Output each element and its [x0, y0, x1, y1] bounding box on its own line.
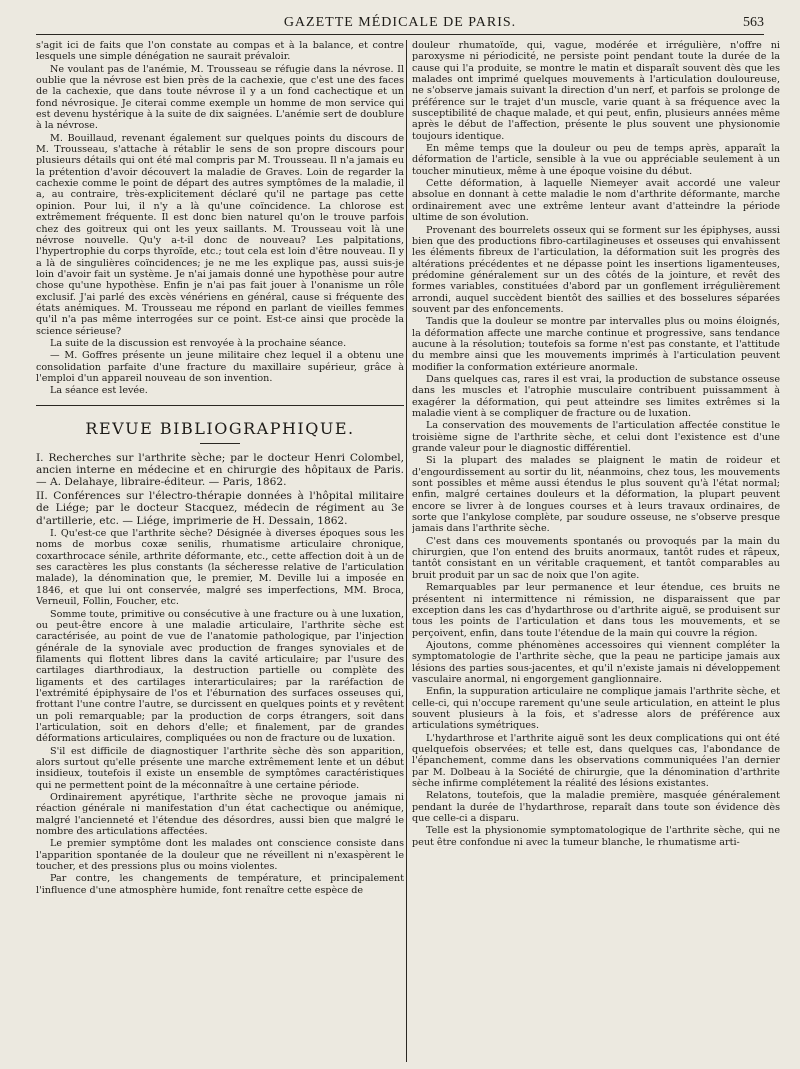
journal-title: GAZETTE MÉDICALE DE PARIS.	[283, 15, 517, 30]
title-underline	[200, 443, 240, 444]
paragraph: Enfin, la suppuration articulaire ne complique jamais l'arthrite sèche, et celle-ci, qui n'occupe rarement qu'une seule articulation, en atteint le plus souvent plusieurs à la fois, et s'adresse alors de préférence aux articulations symétriques.	[412, 686, 780, 732]
paragraph: Remarquables par leur permanence et leur étendue, ces bruits ne présentent ni intermittence ni rémission, ne disparaissent que par exception dans les cas d'hydarthrose ou d'arthrite aiguë, se produisent sur tous les points de l'articulation et dans tous les mouvements, et se perçoivent, enfin, dans toute l'étendue de la main qui couvre la région.	[412, 582, 780, 639]
paragraph: Le premier symptôme dont les malades ont conscience consiste dans l'apparition spontanée de la douleur que ne réveillent ni n'exaspèrent le toucher, et des pressions plus ou moins violentes.	[36, 838, 404, 873]
paragraph: Ordinairement apyrétique, l'arthrite sèche ne provoque jamais ni réaction générale ni manifestation d'un état cachectique ou anémique, malgré l'ancienneté et l'étendue des désordres, aussi bien que malgré le nombre des articulations affectées.	[36, 792, 404, 838]
paragraph: S'il est difficile de diagnostiquer l'arthrite sèche dès son apparition, alors surtout qu'elle présente une marche extrêmement lente et un début insidieux, toutefois il existe un ensemble de symptômes caractéristiques qui ne permettent point de la méconnaître à une certaine période.	[36, 745, 404, 791]
paragraph: C'est dans ces mouvements spontanés ou provoqués par la main du chirurgien, que l'on entend des bruits anormaux, tantôt rudes et râpeux, tantôt consistant en un véritable craquement, et tantôt comparables au bruit produit par un sac de noix que l'on agite.	[412, 535, 780, 581]
bibliography-entry: II. Conférences sur l'électro-thérapie données à l'hôpital militaire de Liége; par le docteur Stacquez, médecin de régiment au 3e d'artillerie, etc. — Liége, imprimerie de H. Dessain, 1862.	[36, 489, 404, 527]
paragraph: Ne voulant pas de l'anémie, M. Trousseau se réfugie dans la névrose. Il oublie que la névrose est bien près de la cachexie, que c'est une des faces de la cachexie, que dans toute névrose il y a un fond cachectique et un fond névrosique. Je citerai comme exemple un homme de mon service qui est devenu hystérique à la suite de dix saignées. L'anémie sert de doublure à la névrose.	[36, 63, 404, 132]
paragraph: La séance est levée.	[50, 385, 148, 397]
paragraph: En même temps que la douleur ou peu de temps après, apparaît la déformation de l'article, sensible à la vue ou appréciable seulement à un toucher minutieux, même à une époque voisine du début.	[412, 143, 780, 177]
paragraph: Telle est la physionomie symptomatologique de l'arthrite sèche, qui ne peut être confondue ni avec la tumeur blanche, le rhumatisme arti-	[412, 825, 780, 848]
bibliography-entry: I. Recherches sur l'arthrite sèche; par le docteur Henri Colombel, ancien interne en médecine et en chirurgie des hôpitaux de Paris. — A. Delahaye, libraire-éditeur. — Paris, 1862.	[36, 451, 404, 489]
paragraph: Dans quelques cas, rares il est vrai, la production de substance osseuse dans les muscles et l'atrophie musculaire contribuent puissamment à exagérer la déformation, qui peut atteindre ses limites extrêmes si la maladie vient à se compliquer de fracture ou de luxation.	[412, 373, 780, 419]
paragraph: Si la plupart des malades se plaignent le matin de roideur et d'engourdissement au sortir du lit, néanmoins, chez tous, les mouvements sont possibles et même aussi étendus le plus souvent qu'à l'état normal; enfin, malgré certaines douleurs et la déformation, la plupart peuvent encore se livrer à de longues courses et à leurs travaux ordinaires, de sorte que l'ankylose complète, par soudure osseuse, ne s'observe presque jamais dans l'arthrite sèche.	[412, 455, 780, 535]
right-column	[412, 40, 780, 1062]
paragraph: M. Bouillaud, revenant également sur quelques points du discours de M. Trousseau, s'attache à rétablir le sens de son propre discours pour plusieurs détails qui ont été mal compris par M. Trousseau. Il n'a jamais eu la prétention d'avoir découvert la maladie de Graves. Loin de regarder la cachexie comme le point de départ des autres symptômes de la maladie, il a, au contraire, très-explicitement déclaré qu'il ne partage pas cette opinion. Pour lui, il n'y a là qu'une coïncidence. La chlorose est extrêmement fréquente. Il est donc bien naturel qu'on le trouve parfois chez des goitreux qui ont les yeux saillants. M. Trousseau voit là une névrose nouvelle. Qu'y a-t-il donc de nouveau? Les palpitations, l'hypertrophie du corps thyroïde, etc.; tout cela est loin d'être nouveau. Il y a là de singulières coïncidences; je ne me les explique pas, aussi suis-je loin d'avoir fait un système. Je n'ai jamais donné une hypothèse pour autre chose qu'une hypothèse. Enfin je n'ai pas fait jouer à l'onanisme un rôle exclusif. J'ai parlé des excès vénériens en général, cause si fréquente des états anémiques. M. Trousseau me répond en parlant de vieilles femmes qu'il n'a pas même interrogées sur ce point. Est-ce ainsi que procède la science sérieuse?	[36, 132, 404, 337]
paragraph: Relatons, toutefois, que la maladie première, masquée généralement pendant la durée de l'hydarthrose, reparaît dans toute son évidence dès que celle-ci a disparu.	[412, 790, 780, 825]
paragraph: Tandis que la douleur se montre par intervalles plus ou moins éloignés, la déformation affecte une marche continue et progressive, sans tendance aucune à la résolution; toutefois sa forme n'est pas constante, et l'attitude du membre ainsi que les mouvements imprimés à l'articulation peuvent modifier la conformation extérieure anormale.	[412, 316, 780, 373]
paragraph: Somme toute, primitive ou consécutive à une fracture ou à une luxation, ou peut-être encore à une maladie articulaire, l'arthrite sèche est caractérisée, au point de vue de l'anatomie pathologique, par l'injection générale de la synoviale avec production de franges synoviales et de filaments qui flottent libres dans la cavité articulaire; par l'usure des cartilages diarthrodiaux, la destruction partielle ou complète des ligaments et des cartilages interarticulaires; par la raréfaction de l'extrémité épiphysaire de l'os et l'éburnation des surfaces osseuses qui, frottant l'une contre l'autre, se durcissent en quelques points et y revêtent un poli remarquable; par la production de corps étrangers, soit dans l'articulation, soit en dehors d'elle; et finalement, par de grandes déformations articulaires, compliquées ou non de fracture ou de luxation.	[36, 608, 404, 745]
paragraph: douleur rhumatoïde, qui, vague, modérée et irrégulière, n'offre ni paroxysme ni périodicité, ne persiste point pendant toute la durée de la cause qui l'a produite, se montre le matin et disparaît souvent dès que les malades ont imprimé quelques mouvements à l'articulation douloureuse, ne s'observe jamais suivant la direction d'un nerf, et parfois se prolonge de préférence sur le trajet d'un muscle, varie quant à sa fréquence avec la susceptibilité de chaque malade, et qui peut, enfin, plusieurs années même après le début de l'affection, présente le plus souvent une physionomie toujours identique.	[412, 40, 780, 142]
page-number: 563	[743, 15, 764, 30]
paragraph: La suite de la discussion est renvoyée à la prochaine séance.	[50, 337, 347, 349]
paragraph: I. Qu'est-ce que l'arthrite sèche? Désignée à diverses époques sous les noms de morbus coxæ senilis, rhumatisme articulaire chronique, coxarthrocace sénile, arthrite déformante, etc., cette affection doit à un de ses caractères les plus constants (la sécheresse relative de l'articulation malade), la dénomination que, le premier, M. Deville lui a imposée en 1846, et que lui ont conservée, malgré ses imperfections, MM. Broca, Verneuil, Follin, Foucher, etc.	[36, 528, 404, 608]
paragraph: La conservation des mouvements de l'articulation affectée constitue le troisième signe de l'arthrite sèche, et celui dont l'existence est d'une grande valeur pour le diagnostic différentiel.	[412, 420, 780, 455]
paragraph: L'hydarthrose et l'arthrite aiguë sont les deux complications qui ont été quelquefois observées; et telle est, dans quelques cas, l'abondance de l'épanchement, comme dans les observations communiquées l'an dernier par M. Dolbeau à la Société de chirurgie, que la dénomination d'arthrite sèche infirme complétement la réalité des lésions existantes.	[412, 732, 780, 789]
column-rule	[406, 40, 407, 1062]
paragraph: s'agit ici de faits que l'on constate au compas et à la balance, et contre lesquels une simple dénégation ne saurait prévaloir.	[36, 40, 404, 63]
paragraph: — M. Goffres présente un jeune militaire chez lequel il a obtenu une consolidation parfaite d'une fracture du maxillaire supérieur, grâce à l'emploi d'un appareil nouveau de son invention.	[36, 350, 404, 384]
section-title-text: REVUE BIBLIOGRAPHIQUE.	[85, 418, 355, 438]
paragraph: Provenant des bourrelets osseux qui se forment sur les épiphyses, aussi bien que des productions fibro-cartilagineuses et osseuses qui envahissent les éléments fibreux de l'articulation, la déformation suit les progrès des altérations précédentes et ne dépasse point les insertions ligamenteuses, prédomine généralement sur un des côtés de la jointure, et revêt des formes variables, constituées d'abord par un gonflement irrégulièrement arrondi, auquel succèdent bientôt des saillies et des bosselures séparées souvent par des enfoncements.	[412, 224, 780, 315]
paragraph: Ajoutons, comme phénomènes accessoires qui viennent compléter la symptomatologie de l'arthrite sèche, que la peau ne participe jamais aux lésions des parties sous-jacentes, et qu'il n'existe jamais ni développement vasculaire anormal, ni engorgement ganglionnaire.	[412, 639, 780, 685]
left-column	[36, 40, 404, 1060]
paragraph: Par contre, les changements de température, et principalement l'influence d'une atmosphère humide, font renaître cette espèce de	[36, 873, 404, 896]
paragraph: Cette déformation, à laquelle Niemeyer avait accordé une valeur absolue en donnant à cette maladie le nom d'arthrite déformante, marche ordinairement avec une extrême lenteur avant d'atteindre la période ultime de son évolution.	[412, 178, 780, 224]
section-title	[36, 420, 404, 444]
running-head	[36, 12, 764, 35]
section-divider	[36, 405, 404, 406]
